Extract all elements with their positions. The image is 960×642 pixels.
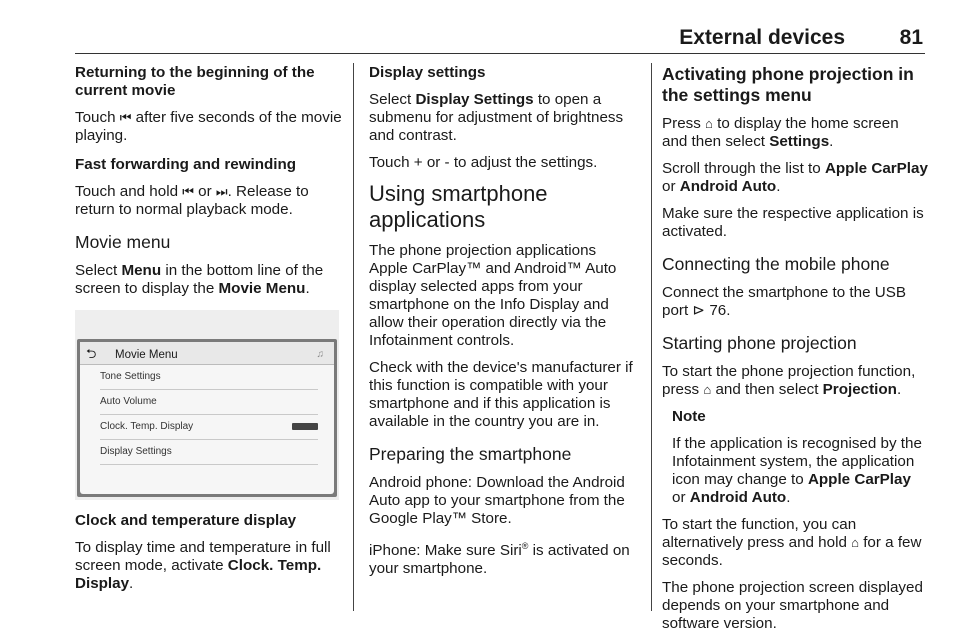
page-header (75, 26, 925, 52)
screen-menu-item: Auto Volume (100, 390, 318, 415)
heading-fast-forward: Fast forwarding and rewinding (75, 156, 297, 173)
home-icon: ⌂ (703, 382, 712, 397)
chapter-title: External devices (679, 26, 845, 49)
paragraph-returning: Touch ⏮ after five seconds of the movie playing. (75, 109, 342, 144)
paragraph-android: Android phone: Download the Android Auto app to your smartphone from the Google Play™ Store. (369, 474, 625, 527)
movie-menu-screenshot (75, 310, 339, 500)
paragraph-movie-menu: Select Menu in the bottom line of the screen to display the Movie Menu. (75, 262, 324, 297)
screen-title-bar (80, 342, 334, 365)
paragraph-scroll: Scroll through the list to Apple CarPlay or Android Auto. (662, 160, 928, 195)
screen-title: Movie Menu (115, 349, 178, 361)
heading-starting: Starting phone projection (662, 333, 857, 353)
toggle-icon (292, 423, 318, 430)
heading-returning: Returning to the beginning of the current movie (75, 64, 315, 99)
note-text: If the application is recognised by the Infotainment system, the application icon may change to Apple CarPlay or Android Auto. (672, 435, 922, 506)
skip-forward-icon: ⏭ (215, 184, 228, 199)
paragraph-start: To start the phone projection function, press ⌂ and then select Projection. (662, 363, 916, 398)
paragraph-clock: To display time and temperature in full screen mode, activate Clock. Temp. Display. (75, 539, 331, 592)
page-reference: ⊳ 76. (692, 302, 731, 319)
column-divider-1 (353, 63, 354, 611)
heading-using-smartphone: Using smartphone applications (369, 181, 548, 232)
heading-movie-menu: Movie menu (75, 232, 171, 252)
paragraph-iphone: iPhone: Make sure Siri® is activated on your smartphone. (369, 541, 630, 578)
paragraph-projection: The phone projection applications Apple CarPlay™ and Android™ Auto display selected apps from your smartphone on the Info Display and allow their operation directly via the Infotainment controls. (369, 242, 617, 349)
heading-display-settings: Display settings (369, 64, 486, 81)
heading-activating: Activating phone projection in the settings menu (662, 64, 914, 105)
screen-menu-item: Tone Settings (100, 365, 318, 390)
back-arrow-icon: ⮌ (86, 346, 97, 361)
note-title: Note (672, 408, 706, 425)
paragraph-screen: The phone projection screen displayed depends on your smartphone and software version. (662, 579, 923, 632)
column-3 (662, 64, 928, 642)
skip-back-icon: ⏮ (182, 184, 194, 199)
column-divider-2 (651, 63, 652, 611)
paragraph-fast-forward: Touch and hold ⏮ or ⏭. Release to return to normal playback mode. (75, 183, 309, 218)
paragraph-display-settings: Select Display Settings to open a submenu for adjustment of brightness and contrast. (369, 91, 624, 144)
skip-back-icon: ⏮ (119, 110, 132, 125)
paragraph-alternative: To start the function, you can alternatively press and hold ⌂ for a few seconds. (662, 516, 922, 569)
note-block (672, 408, 928, 507)
home-icon: ⌂ (705, 116, 713, 131)
paragraph-connect: Connect the smartphone to the USB port ⊳ 76. (662, 284, 906, 319)
page-number: 81 (899, 26, 923, 49)
header-divider (75, 53, 925, 54)
heading-connecting: Connecting the mobile phone (662, 254, 890, 274)
column-2 (369, 64, 637, 587)
paragraph-touch: Touch + or - to adjust the settings. (369, 154, 598, 171)
screen-menu-item: Display Settings (100, 440, 318, 465)
paragraph-check: Check with the device's manufacturer if this function is compatible with your smartphone and if this application is available in the country you are in. (369, 359, 633, 430)
music-note-icon: ♫ (316, 349, 324, 360)
heading-clock: Clock and temperature display (75, 512, 297, 529)
paragraph-press-home: Press ⌂ to display the home screen and then select Settings. (662, 115, 899, 150)
heading-preparing: Preparing the smartphone (369, 444, 572, 464)
paragraph-make-sure: Make sure the respective application is activated. (662, 205, 924, 240)
home-icon: ⌂ (851, 535, 859, 550)
screen-menu-item: Clock. Temp. Display (100, 415, 318, 440)
column-1 (75, 64, 343, 602)
